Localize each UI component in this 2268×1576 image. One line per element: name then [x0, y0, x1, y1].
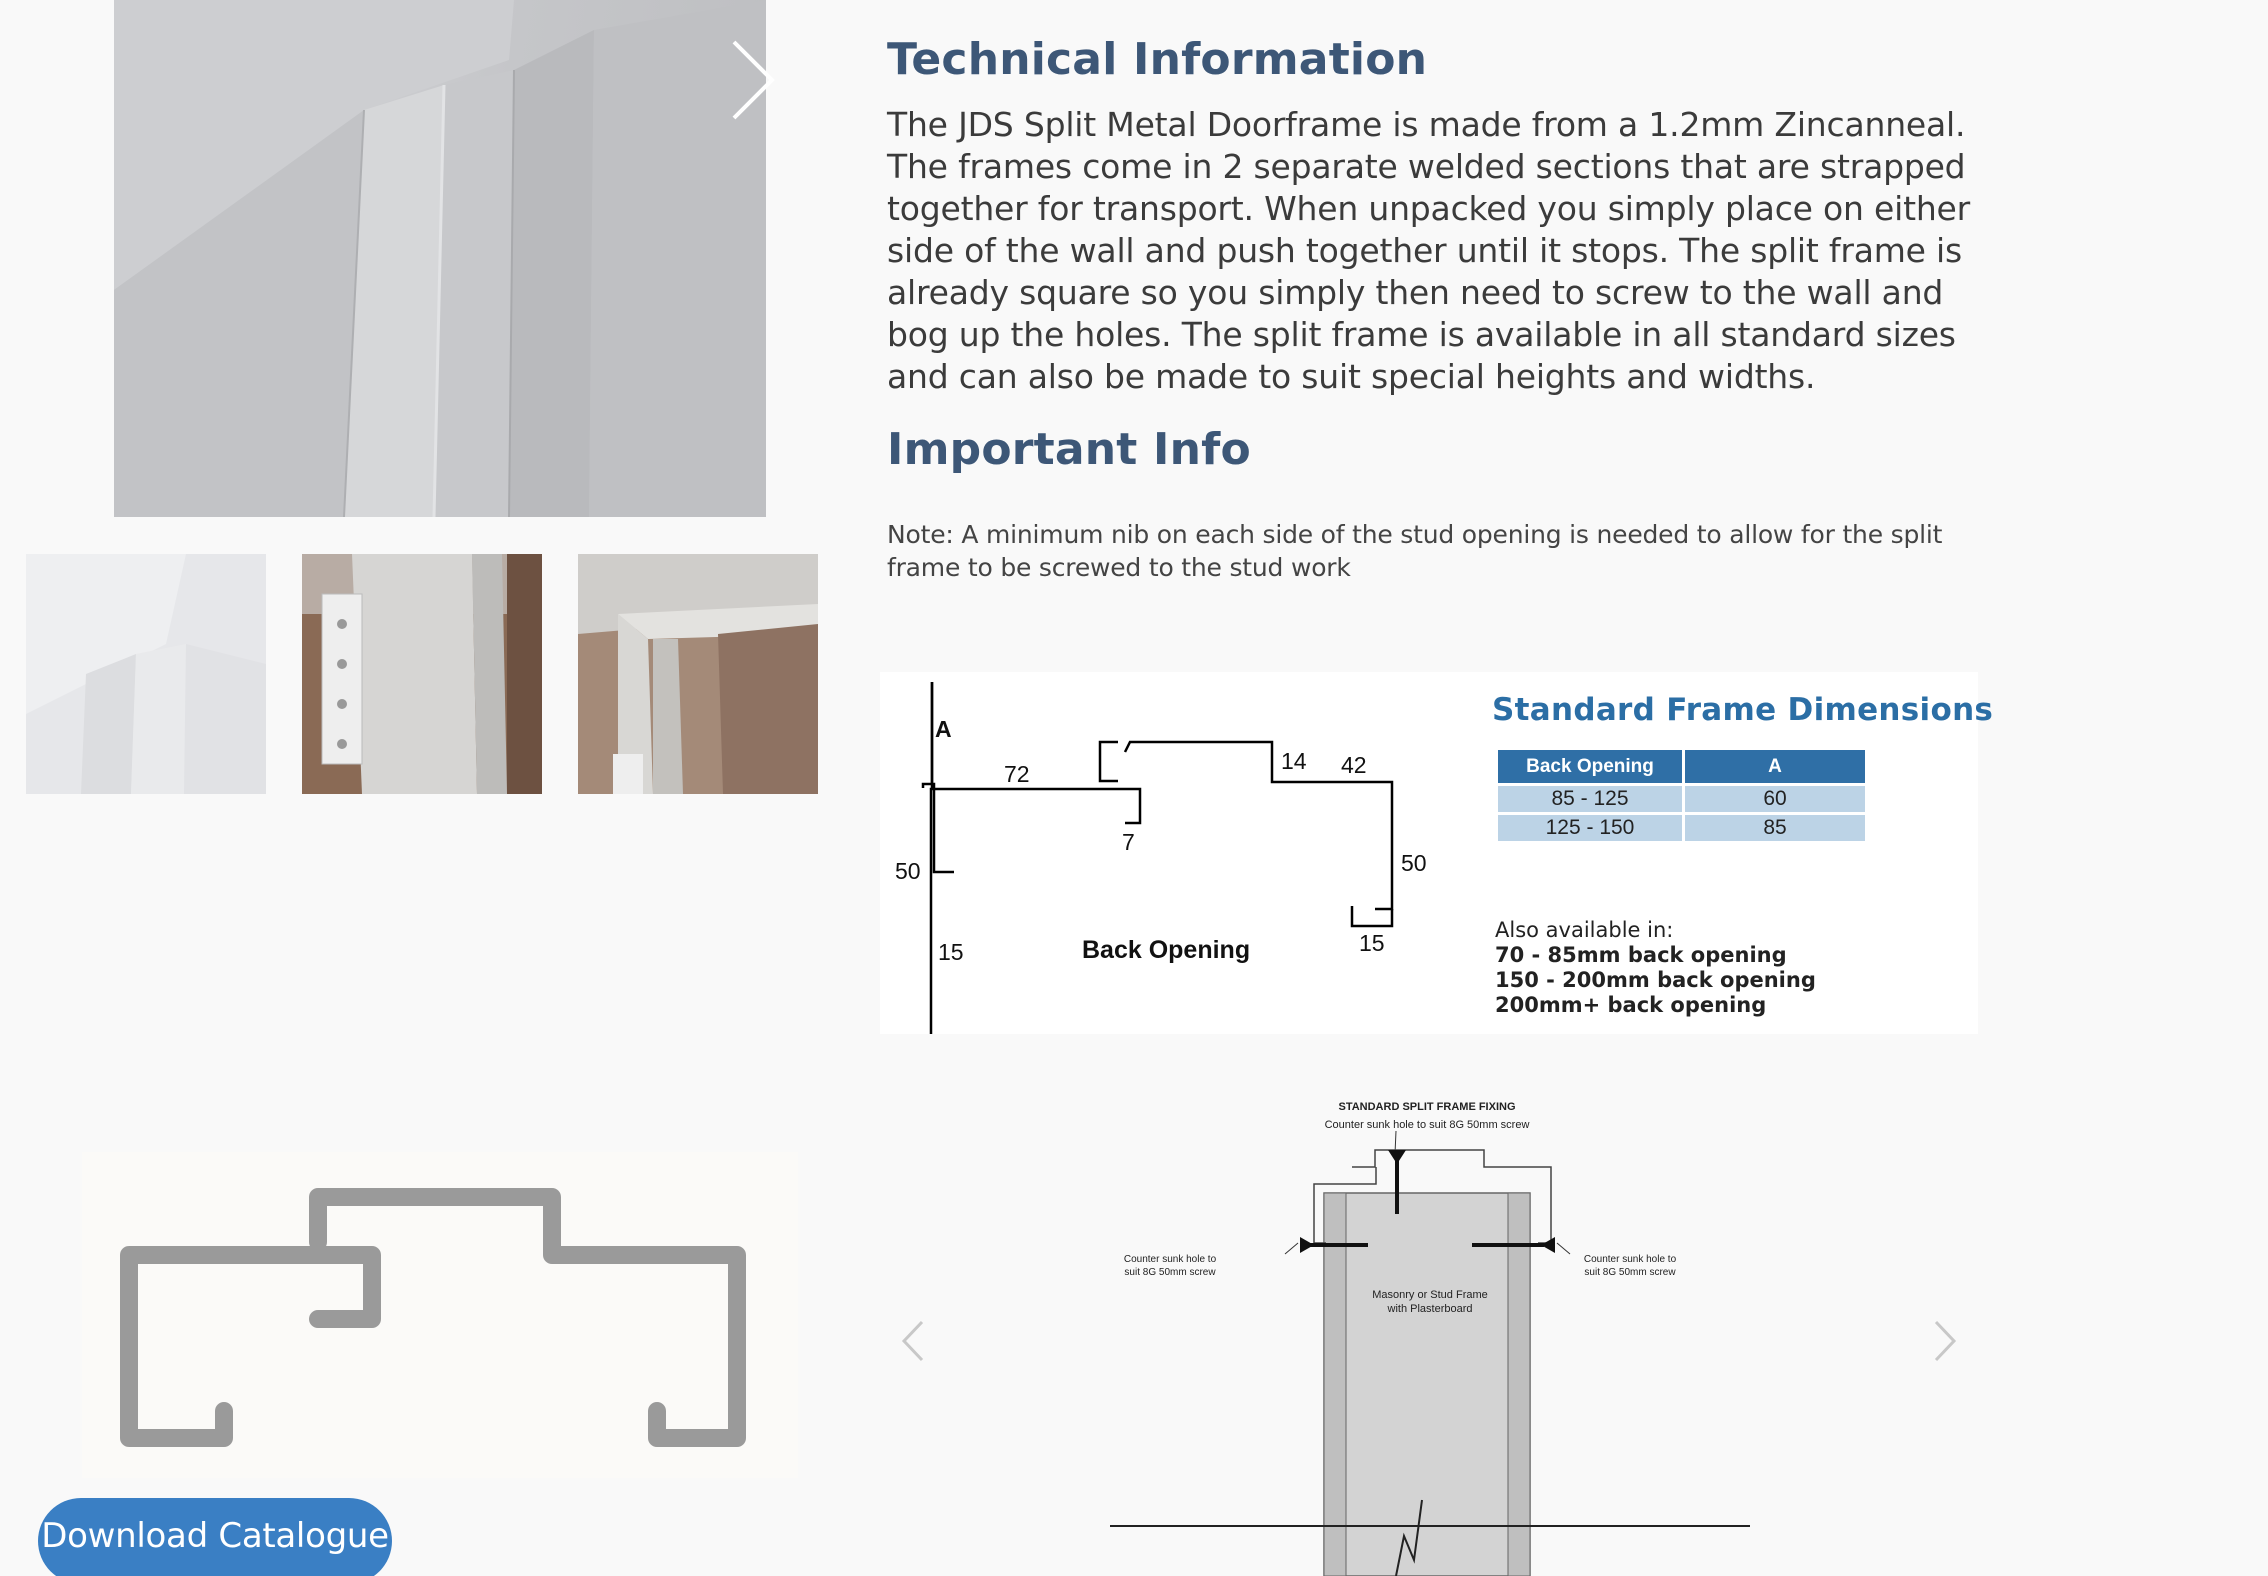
fixing-left-note: suit 8G 50mm screw — [1124, 1267, 1216, 1278]
fixing-right-note: Counter sunk hole to — [1583, 1254, 1677, 1265]
label-50-left: 50 — [895, 858, 921, 884]
table-row — [1498, 815, 1865, 841]
technical-information-text: The JDS Split Metal Doorframe is made from a 1.2mm Zincanneal. The frames come in 2 separate welded sections that are strapped together for transport. When unpacked you simply place on either side of the wall and push together until it stops. The split frame is already square so you simply then need to screw to the wall and bog up the holes. The split frame is available in all standard sizes and can also be made to suit special heights and widths. — [887, 105, 1971, 396]
split-frame-fixing-diagram — [1100, 1090, 1780, 1576]
carousel-prev-arrow[interactable] — [898, 1318, 928, 1364]
fixing-top-note: Counter sunk hole to suit 8G 50mm screw — [1324, 1119, 1530, 1131]
label-50-right: 50 — [1401, 850, 1427, 876]
chevron-right-icon — [1930, 1318, 1960, 1364]
back-opening-label: Back Opening — [1082, 936, 1251, 964]
label-15-left: 15 — [938, 939, 964, 965]
wall-label: with Plasterboard — [1387, 1303, 1473, 1315]
wall-label: Masonry or Stud Frame — [1372, 1289, 1488, 1301]
label-a: A — [935, 716, 952, 742]
thumbnail-1[interactable] — [26, 554, 266, 794]
also-available-list — [1495, 918, 1816, 1018]
list-item: 150 - 200mm back opening — [1495, 968, 1816, 992]
table-cell: 60 — [1685, 786, 1865, 812]
table-row — [1498, 786, 1865, 812]
table-header: Back Opening — [1498, 750, 1682, 783]
label-14: 14 — [1281, 748, 1307, 774]
table-header: A — [1685, 750, 1865, 783]
fixing-title: STANDARD SPLIT FRAME FIXING — [1338, 1101, 1516, 1113]
label-42: 42 — [1341, 752, 1367, 778]
label-72: 72 — [1004, 761, 1030, 787]
thumbnail-3[interactable] — [578, 554, 818, 794]
carousel-next-arrow[interactable] — [1930, 1318, 1960, 1364]
thumbnail-2[interactable] — [302, 554, 542, 794]
download-catalogue-button[interactable]: Download Catalogue — [38, 1498, 392, 1576]
important-info-heading: Important Info — [887, 424, 1251, 475]
important-info-note: Note: A minimum nib on each side of the stud opening is needed to allow for the split frame to be screwed to the stud work — [887, 520, 1943, 582]
table-cell: 125 - 150 — [1498, 815, 1682, 841]
label-15-right: 15 — [1359, 930, 1385, 956]
label-7: 7 — [1122, 829, 1135, 855]
table-cell: 85 - 125 — [1498, 786, 1682, 812]
list-item: 70 - 85mm back opening — [1495, 943, 1787, 967]
fixing-right-note: suit 8G 50mm screw — [1584, 1267, 1676, 1278]
chevron-left-icon — [898, 1318, 928, 1364]
dimensions-title: Standard Frame Dimensions — [1492, 692, 1994, 728]
gallery-next-arrow[interactable] — [728, 38, 778, 122]
also-available-label: Also available in: — [1495, 918, 1674, 942]
list-item: 200mm+ back opening — [1495, 993, 1767, 1017]
technical-information-heading: Technical Information — [887, 34, 1428, 85]
chevron-right-icon — [728, 38, 778, 122]
fixing-left-note: Counter sunk hole to — [1123, 1254, 1217, 1265]
table-cell: 85 — [1685, 815, 1865, 841]
main-product-photo — [114, 0, 766, 517]
dimensions-table — [1495, 747, 1868, 844]
split-frame-profile-image — [82, 1152, 798, 1478]
